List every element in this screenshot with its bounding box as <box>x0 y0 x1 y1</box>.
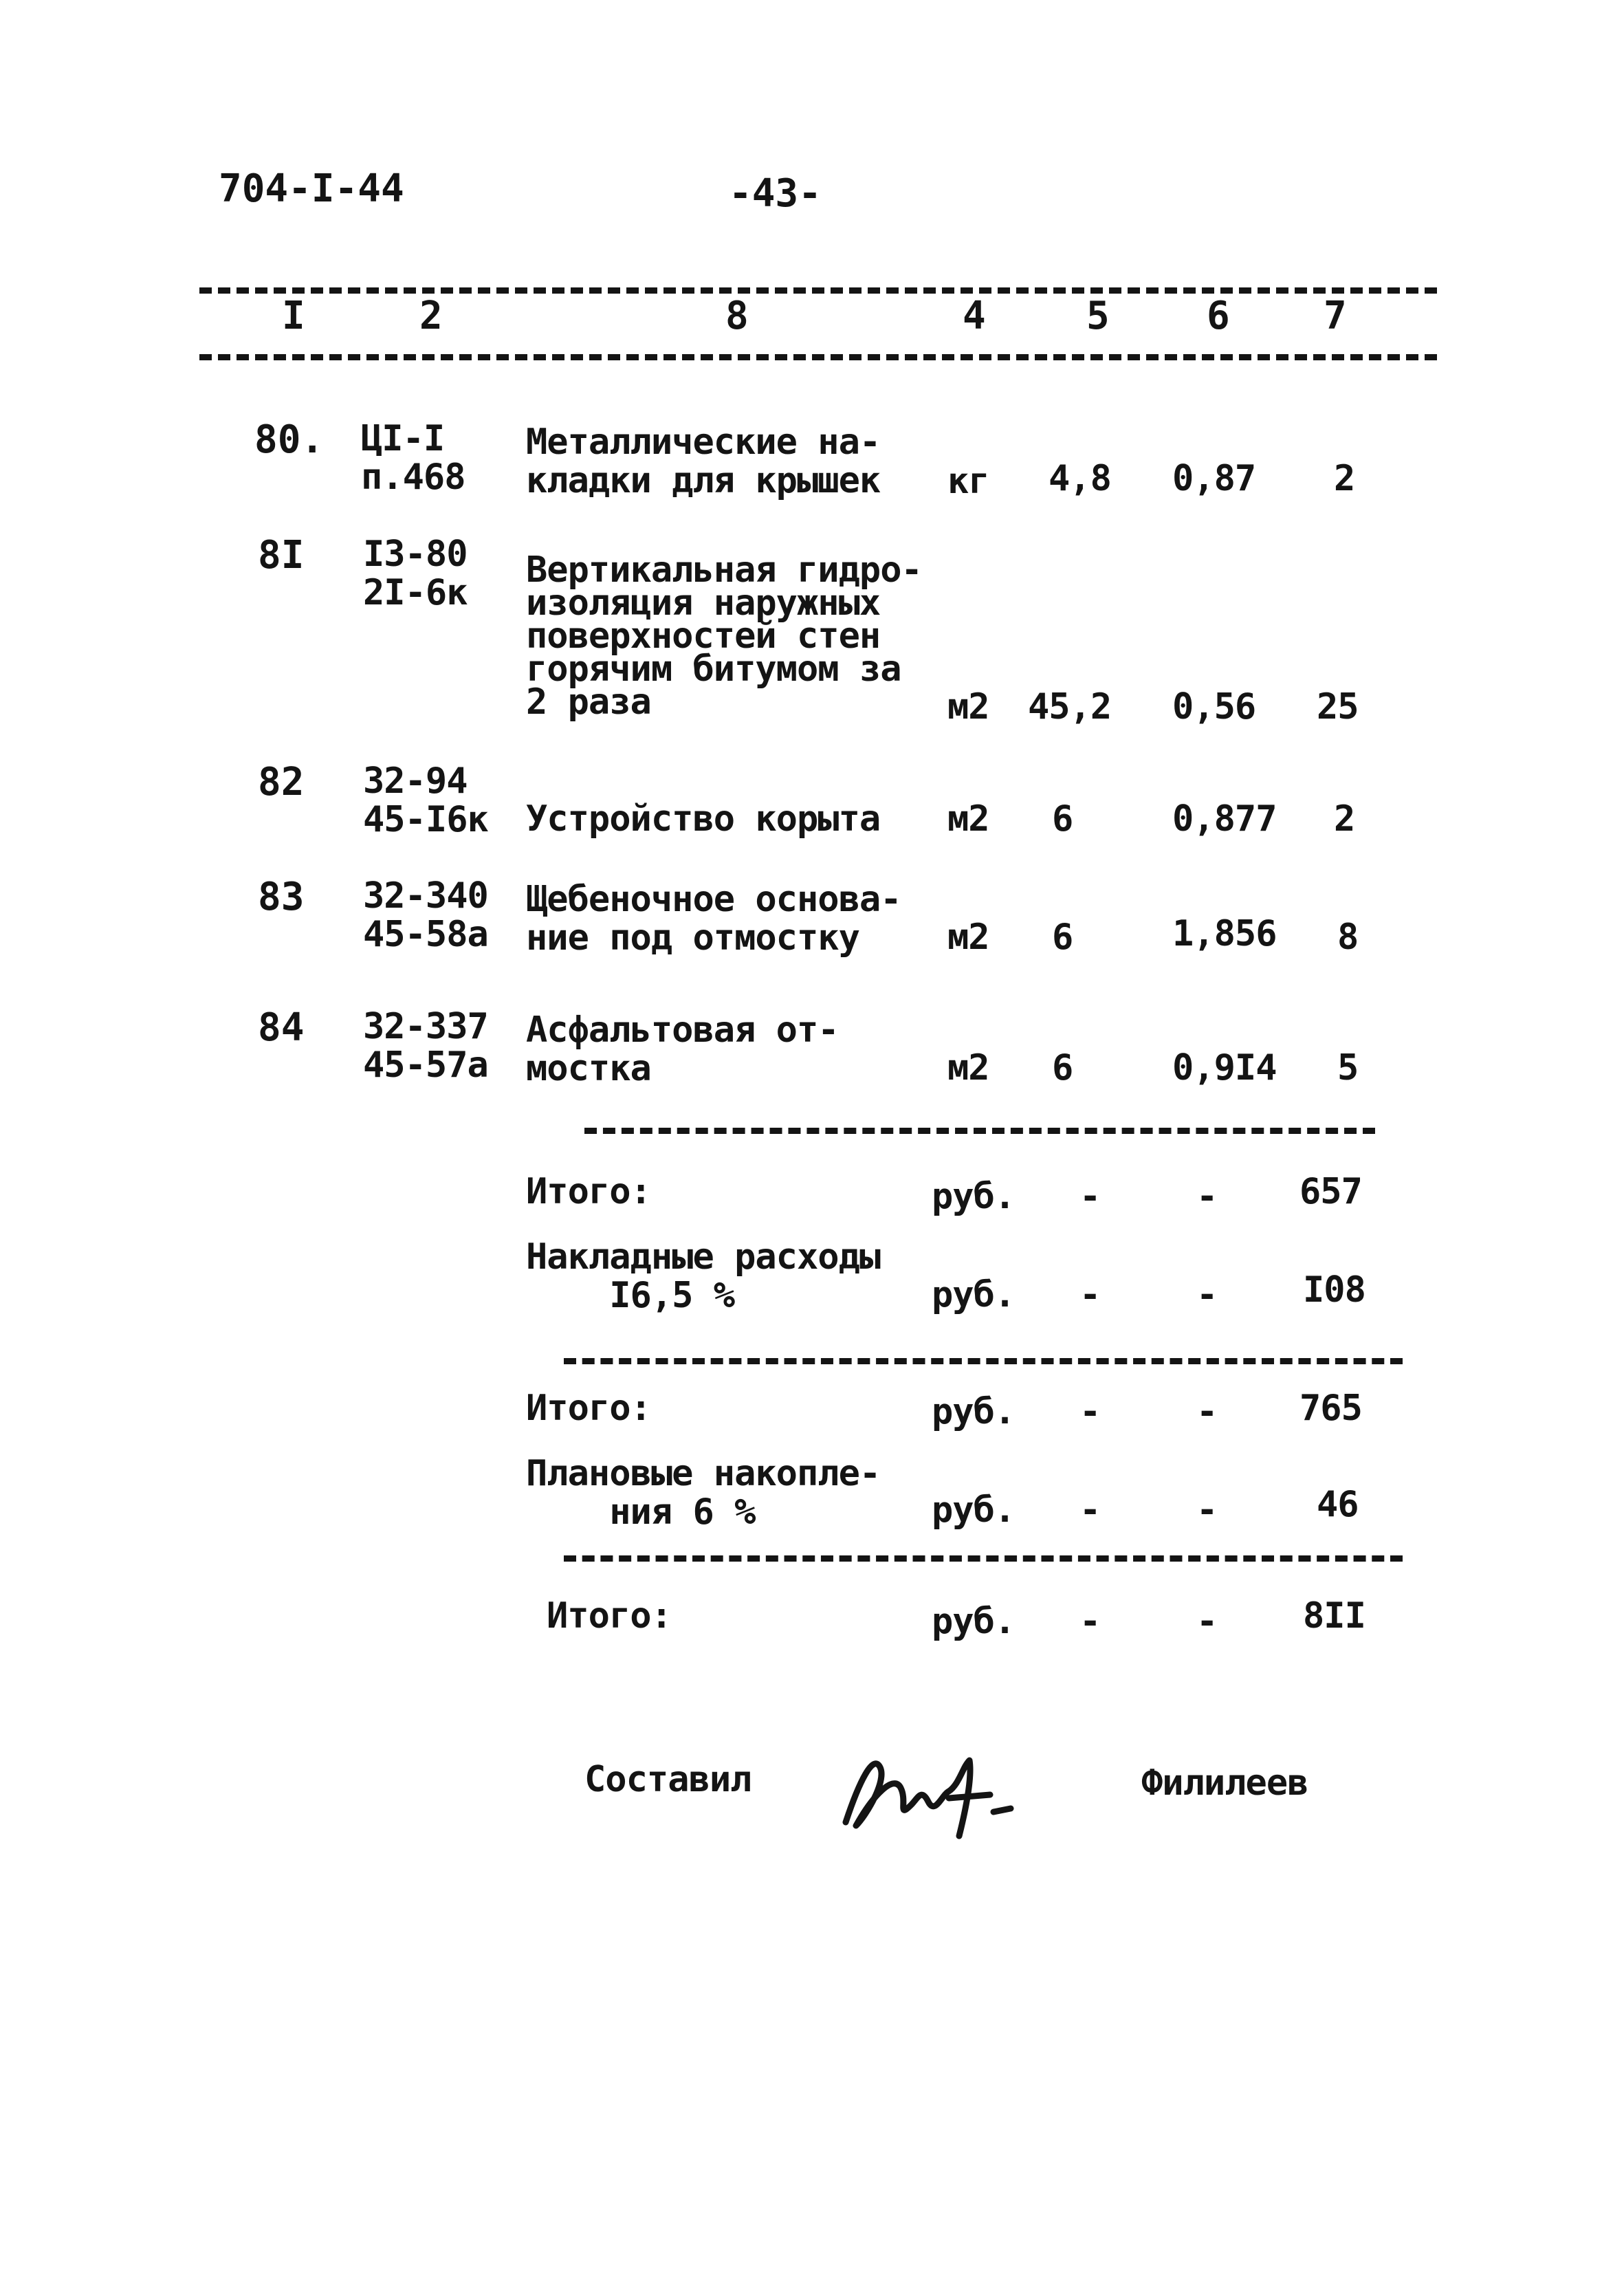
column-number-3: 8 <box>725 294 749 338</box>
row-quantity: 6 <box>1052 798 1073 840</box>
column-number-5: 5 <box>1086 294 1110 338</box>
summary-unit: руб. <box>932 1274 1016 1315</box>
row-quantity: 6 <box>1052 1047 1073 1089</box>
summary-column-6: - <box>1196 1391 1218 1432</box>
row-name: Щебеночное основа- ние под отмостку <box>526 879 901 959</box>
summary-column-5: - <box>1079 1601 1101 1642</box>
row-total: 2 <box>1334 458 1355 499</box>
row-total: 5 <box>1337 1047 1359 1089</box>
row-code: 32-337 45-57а <box>363 1006 488 1086</box>
row-unit: м2 <box>947 1047 989 1089</box>
summary-column-6: - <box>1196 1601 1218 1642</box>
row-unit-price: 0,877 <box>1172 798 1277 840</box>
subtotal-rule <box>584 1128 1375 1134</box>
summary-total: 657 <box>1299 1171 1362 1212</box>
handwritten-signature <box>832 1740 1024 1843</box>
row-unit: м2 <box>947 686 989 728</box>
summary-column-6: - <box>1196 1274 1218 1315</box>
row-name: Асфальтовая от- мостка <box>526 1009 839 1089</box>
summary-total: 765 <box>1299 1388 1362 1429</box>
row-quantity: 4,8 <box>1049 458 1111 499</box>
summary-total: 46 <box>1317 1484 1359 1525</box>
row-number: 84 <box>258 1005 305 1050</box>
row-number: 83 <box>258 875 305 919</box>
summary-column-5: - <box>1079 1489 1101 1531</box>
row-name: Вертикальная гидро- изоляция наружных поверхностей стен горячим битумом за 2 раза <box>526 549 922 723</box>
summary-column-5: - <box>1079 1391 1101 1432</box>
header-top-rule <box>199 287 1437 294</box>
row-unit: кг <box>947 461 989 502</box>
row-code: ЦI-I п.468 <box>361 418 465 498</box>
summary-column-6: - <box>1196 1176 1218 1217</box>
row-unit-price: 0,9I4 <box>1172 1047 1277 1089</box>
summary-unit: руб. <box>932 1391 1016 1432</box>
row-number: 82 <box>258 760 305 805</box>
header-bottom-rule <box>199 354 1437 360</box>
column-number-1: I <box>282 294 305 338</box>
summary-unit: руб. <box>932 1176 1016 1217</box>
compiled-by-label: Составил <box>584 1759 751 1800</box>
summary-label: Итого: <box>526 1388 651 1429</box>
row-number: 8I <box>258 533 305 578</box>
row-number: 80. <box>254 417 325 462</box>
column-number-2: 2 <box>419 294 443 338</box>
accumulation-rule <box>564 1555 1403 1562</box>
summary-label: Плановые накопле- ния 6 % <box>526 1453 881 1533</box>
summary-total: I08 <box>1303 1269 1365 1311</box>
summary-total: 8II <box>1303 1595 1365 1637</box>
row-unit: м2 <box>947 917 989 958</box>
column-number-6: 6 <box>1207 294 1230 338</box>
page-number: -43- <box>729 171 822 216</box>
row-total: 2 <box>1334 798 1355 840</box>
summary-column-6: - <box>1196 1489 1218 1531</box>
row-code: I3-80 2I-6к <box>363 534 468 613</box>
summary-column-5: - <box>1079 1274 1101 1315</box>
row-code: 32-340 45-58а <box>363 875 488 955</box>
summary-label: Накладные расходы I6,5 % <box>526 1236 881 1316</box>
summary-label: Итого: <box>547 1595 672 1637</box>
row-total: 8 <box>1337 917 1359 958</box>
row-unit-price: 1,856 <box>1172 913 1277 954</box>
document-code: 704-I-44 <box>219 166 404 211</box>
row-total: 25 <box>1317 686 1359 728</box>
summary-unit: руб. <box>932 1601 1016 1642</box>
row-code: 32-94 45-I6к <box>363 761 488 840</box>
row-unit-price: 0,87 <box>1172 458 1256 499</box>
row-quantity: 45,2 <box>1028 686 1112 728</box>
row-name: Устройство корыта <box>526 798 881 840</box>
row-unit: м2 <box>947 798 989 840</box>
row-quantity: 6 <box>1052 917 1073 958</box>
row-unit-price: 0,56 <box>1172 686 1256 728</box>
compiler-name: Филилеев <box>1141 1762 1308 1804</box>
summary-label: Итого: <box>526 1171 651 1212</box>
column-number-7: 7 <box>1324 294 1347 338</box>
summary-unit: руб. <box>932 1489 1016 1531</box>
column-number-4: 4 <box>963 294 986 338</box>
summary-column-5: - <box>1079 1176 1101 1217</box>
row-name: Металлические на- кладки для крышек <box>526 422 881 501</box>
overhead-rule <box>564 1358 1403 1364</box>
